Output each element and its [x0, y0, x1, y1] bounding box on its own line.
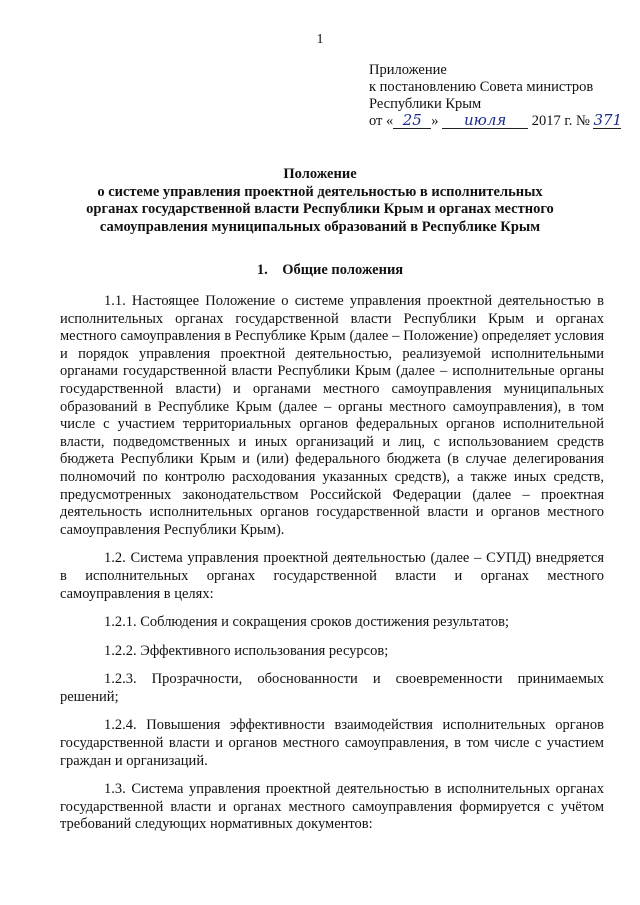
date-prefix: от «: [369, 113, 394, 129]
appendix-block: [369, 62, 621, 130]
handwritten-month: июля: [442, 113, 528, 129]
title-line: органах государственной власти Республики Крым и органах местного: [86, 201, 554, 217]
paragraph-1-3: 1.3. Система управления проектной деятельностью в исполнительных органах государственной власти и органах местного самоуправления формируется с учётом требований следующих нормативных документов:: [60, 781, 604, 833]
appendix-date-line: [369, 113, 621, 130]
paragraph-1-2-4: 1.2.4. Повышения эффективности взаимодействия исполнительных органов государственной власти и органов местного самоуправления, в том числе с участием граждан и организаций.: [60, 717, 604, 769]
date-year: 2017 г. №: [531, 113, 590, 129]
section-heading: 1. Общие положения: [256, 262, 404, 278]
title-line: Положение: [283, 166, 357, 182]
handwritten-number: 371: [593, 111, 623, 129]
appendix-line: Приложение: [369, 62, 447, 78]
appendix-line: Республики Крым: [369, 96, 482, 112]
appendix-line: к постановлению Совета министров: [369, 79, 594, 95]
handwritten-day: 25: [393, 113, 431, 129]
title-line: о системе управления проектной деятельностью в исполнительных: [97, 183, 543, 200]
paragraph-1-2-3: 1.2.3. Прозрачности, обоснованности и своевременности принимаемых решений;: [60, 671, 604, 705]
page-number: 1: [316, 32, 324, 47]
paragraph-1-1: 1.1. Настоящее Положение о системе управления проектной деятельностью в исполнительных органах государственной власти Республики Крым и органах местного самоуправления в Республике Крым (далее – Положение) определяет условия и порядок управления проектной деятельностью, реализуемой исполнительными органами государственной власти Республики Крым (далее – исполнительные органы государственной власти) и органами местного самоуправления муниципальных образований в Республике Крым (далее – органы местного самоуправления), в том числе с участием территориальных органов федеральных органов исполнительной власти, подведомственных и иных организаций и лиц, с использованием средств бюджета Республики Крым и (или) федерального бюджета (в случае делегирования полномочий по контролю расходования указанных средств), а также иных средств, предусмотренных законодательством Российской Федерации (далее – проектная деятельность исполнительных органов государственной власти и органов местного самоуправления Республики Крым).: [60, 293, 604, 538]
title-line: самоуправления муниципальных образований в Республике Крым: [99, 218, 541, 235]
document-title: [60, 166, 580, 236]
paragraph-1-2-1: 1.2.1. Соблюдения и сокращения сроков достижения результатов;: [104, 614, 509, 631]
paragraph-1-2-2: 1.2.2. Эффективного использования ресурсов;: [104, 642, 389, 659]
paragraph-1-2: 1.2. Система управления проектной деятельностью (далее – СУПД) внедряется в исполнительных органах государственной власти и органах местного самоуправления в целях:: [60, 550, 604, 602]
document-body: [60, 293, 604, 845]
date-mid: »: [431, 113, 439, 129]
